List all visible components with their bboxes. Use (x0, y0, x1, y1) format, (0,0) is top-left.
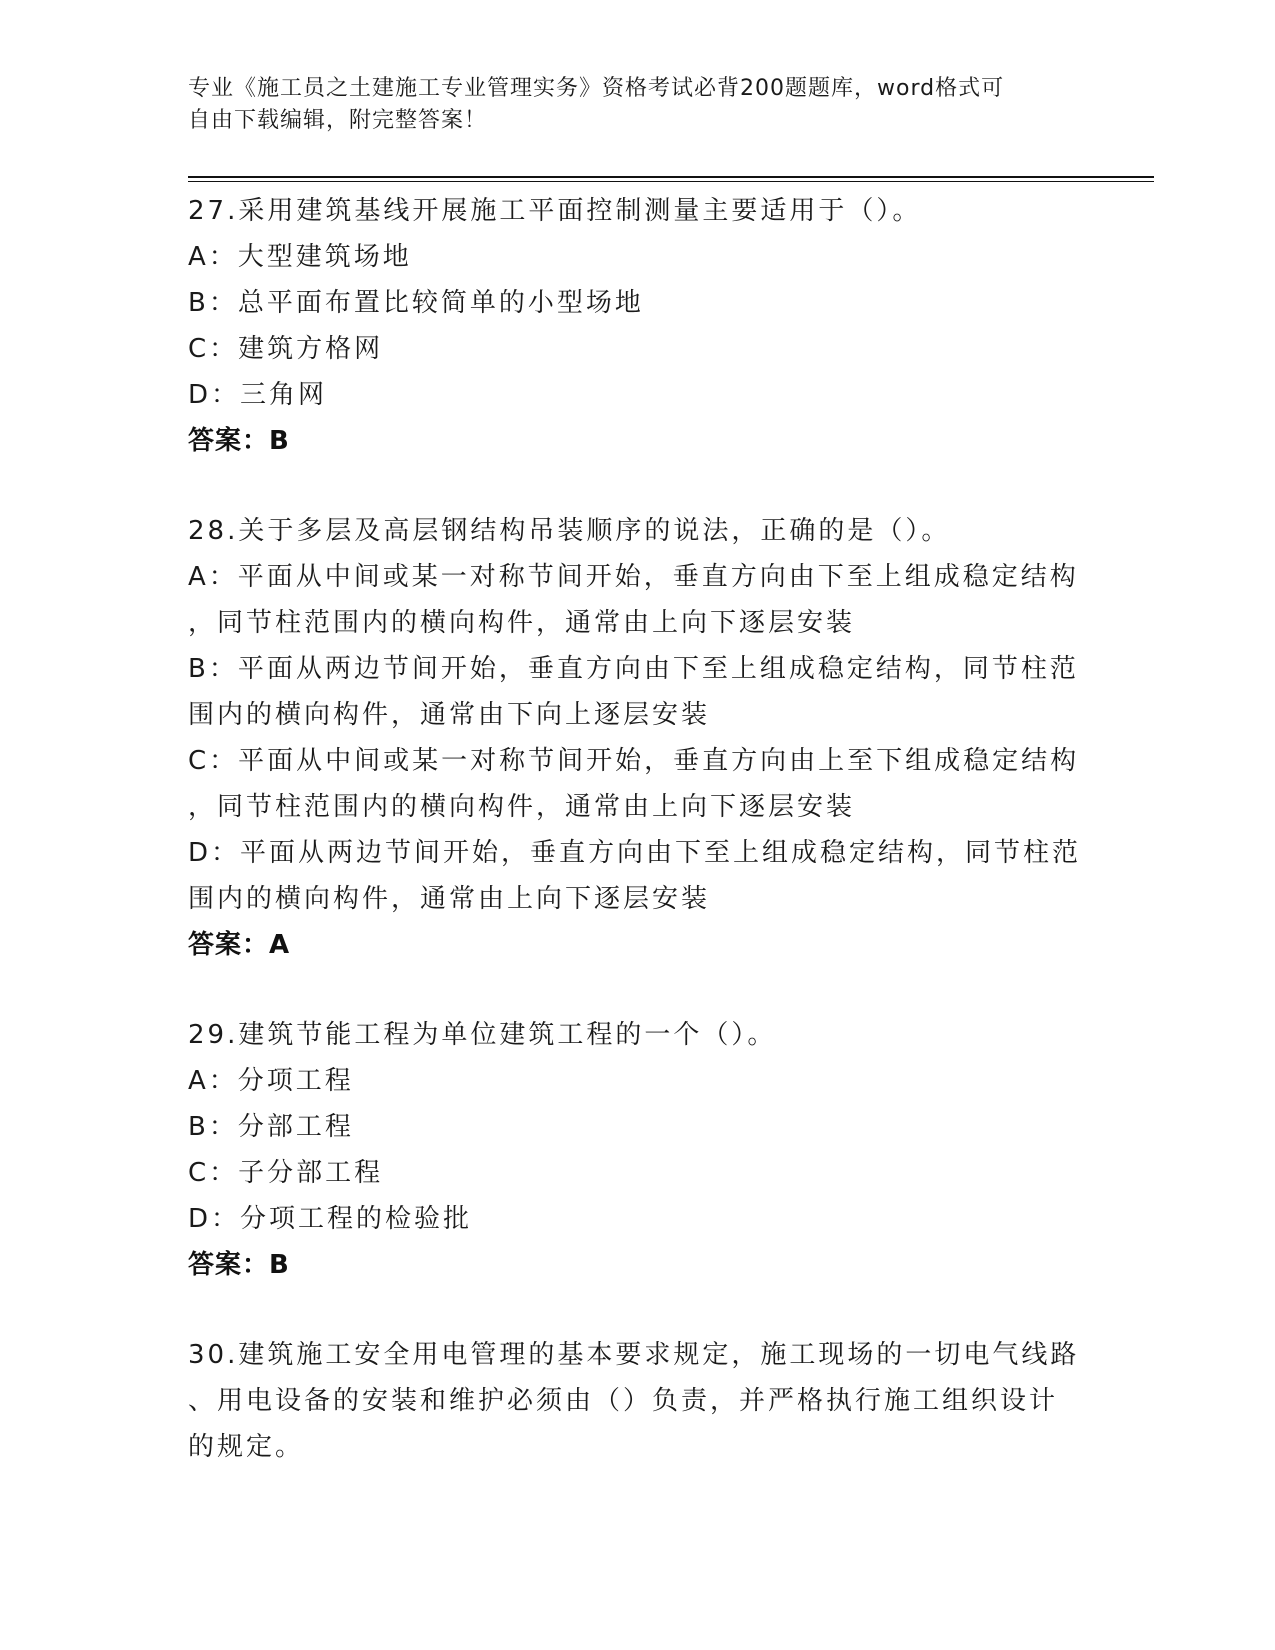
option-c-line-1: C：平面从中间或某一对称节间开始，垂直方向由上至下组成稳定结构 (188, 746, 1080, 776)
option-b: B：分部工程 (188, 1112, 354, 1142)
option-c: C：子分部工程 (188, 1158, 384, 1188)
option-b-line-2: 围内的横向构件，通常由下向上逐层安装 (188, 700, 711, 730)
question-list (188, 188, 1082, 1470)
question-stem: 28.关于多层及高层钢结构吊装顺序的说法，正确的是（）。 (188, 516, 951, 546)
question-28 (188, 508, 1082, 968)
header-line-1: 专业《施工员之土建施工专业管理实务》资格考试必背200题题库，word格式可 (188, 76, 1005, 101)
question-27 (188, 188, 1078, 464)
option-d-line-1: D：平面从两边节间开始，垂直方向由下至上组成稳定结构，同节柱范 (188, 838, 1082, 868)
option-a: A：大型建筑场地 (188, 242, 412, 272)
header-line-2: 自由下载编辑，附完整答案！ (188, 108, 488, 133)
question-stem-line-1: 30.建筑施工安全用电管理的基本要求规定，施工现场的一切电气线路 (188, 1340, 1080, 1370)
option-d-line-2: 围内的横向构件，通常由上向下逐层安装 (188, 884, 711, 914)
option-a: A：分项工程 (188, 1066, 354, 1096)
option-a-line-1: A：平面从中间或某一对称节间开始，垂直方向由下至上组成稳定结构 (188, 562, 1079, 592)
option-d: D：分项工程的检验批 (188, 1204, 473, 1234)
header-rule-thin (188, 181, 1154, 182)
answer-label: 答案：A (188, 930, 291, 960)
option-d: D：三角网 (188, 380, 328, 410)
option-c-line-2: ，同节柱范围内的横向构件，通常由上向下逐层安装 (188, 792, 856, 822)
document-header (188, 73, 1068, 137)
option-c: C：建筑方格网 (188, 334, 384, 364)
option-b: B：总平面布置比较简单的小型场地 (188, 288, 644, 318)
question-29 (188, 1012, 1078, 1288)
option-b-line-1: B：平面从两边节间开始，垂直方向由下至上组成稳定结构，同节柱范 (188, 654, 1079, 684)
question-stem-line-2: 、用电设备的安装和维护必须由（）负责，并严格执行施工组织设计 (188, 1386, 1059, 1416)
answer-label: 答案：B (188, 1250, 290, 1280)
header-rule-thick (188, 176, 1154, 178)
question-stem: 29.建筑节能工程为单位建筑工程的一个（）。 (188, 1020, 777, 1050)
question-stem: 27.采用建筑基线开展施工平面控制测量主要适用于（）。 (188, 196, 922, 226)
question-stem-line-3: 的规定。 (188, 1432, 305, 1462)
question-30 (188, 1332, 1078, 1470)
answer-label: 答案：B (188, 426, 290, 456)
option-a-line-2: ，同节柱范围内的横向构件，通常由上向下逐层安装 (188, 608, 856, 638)
